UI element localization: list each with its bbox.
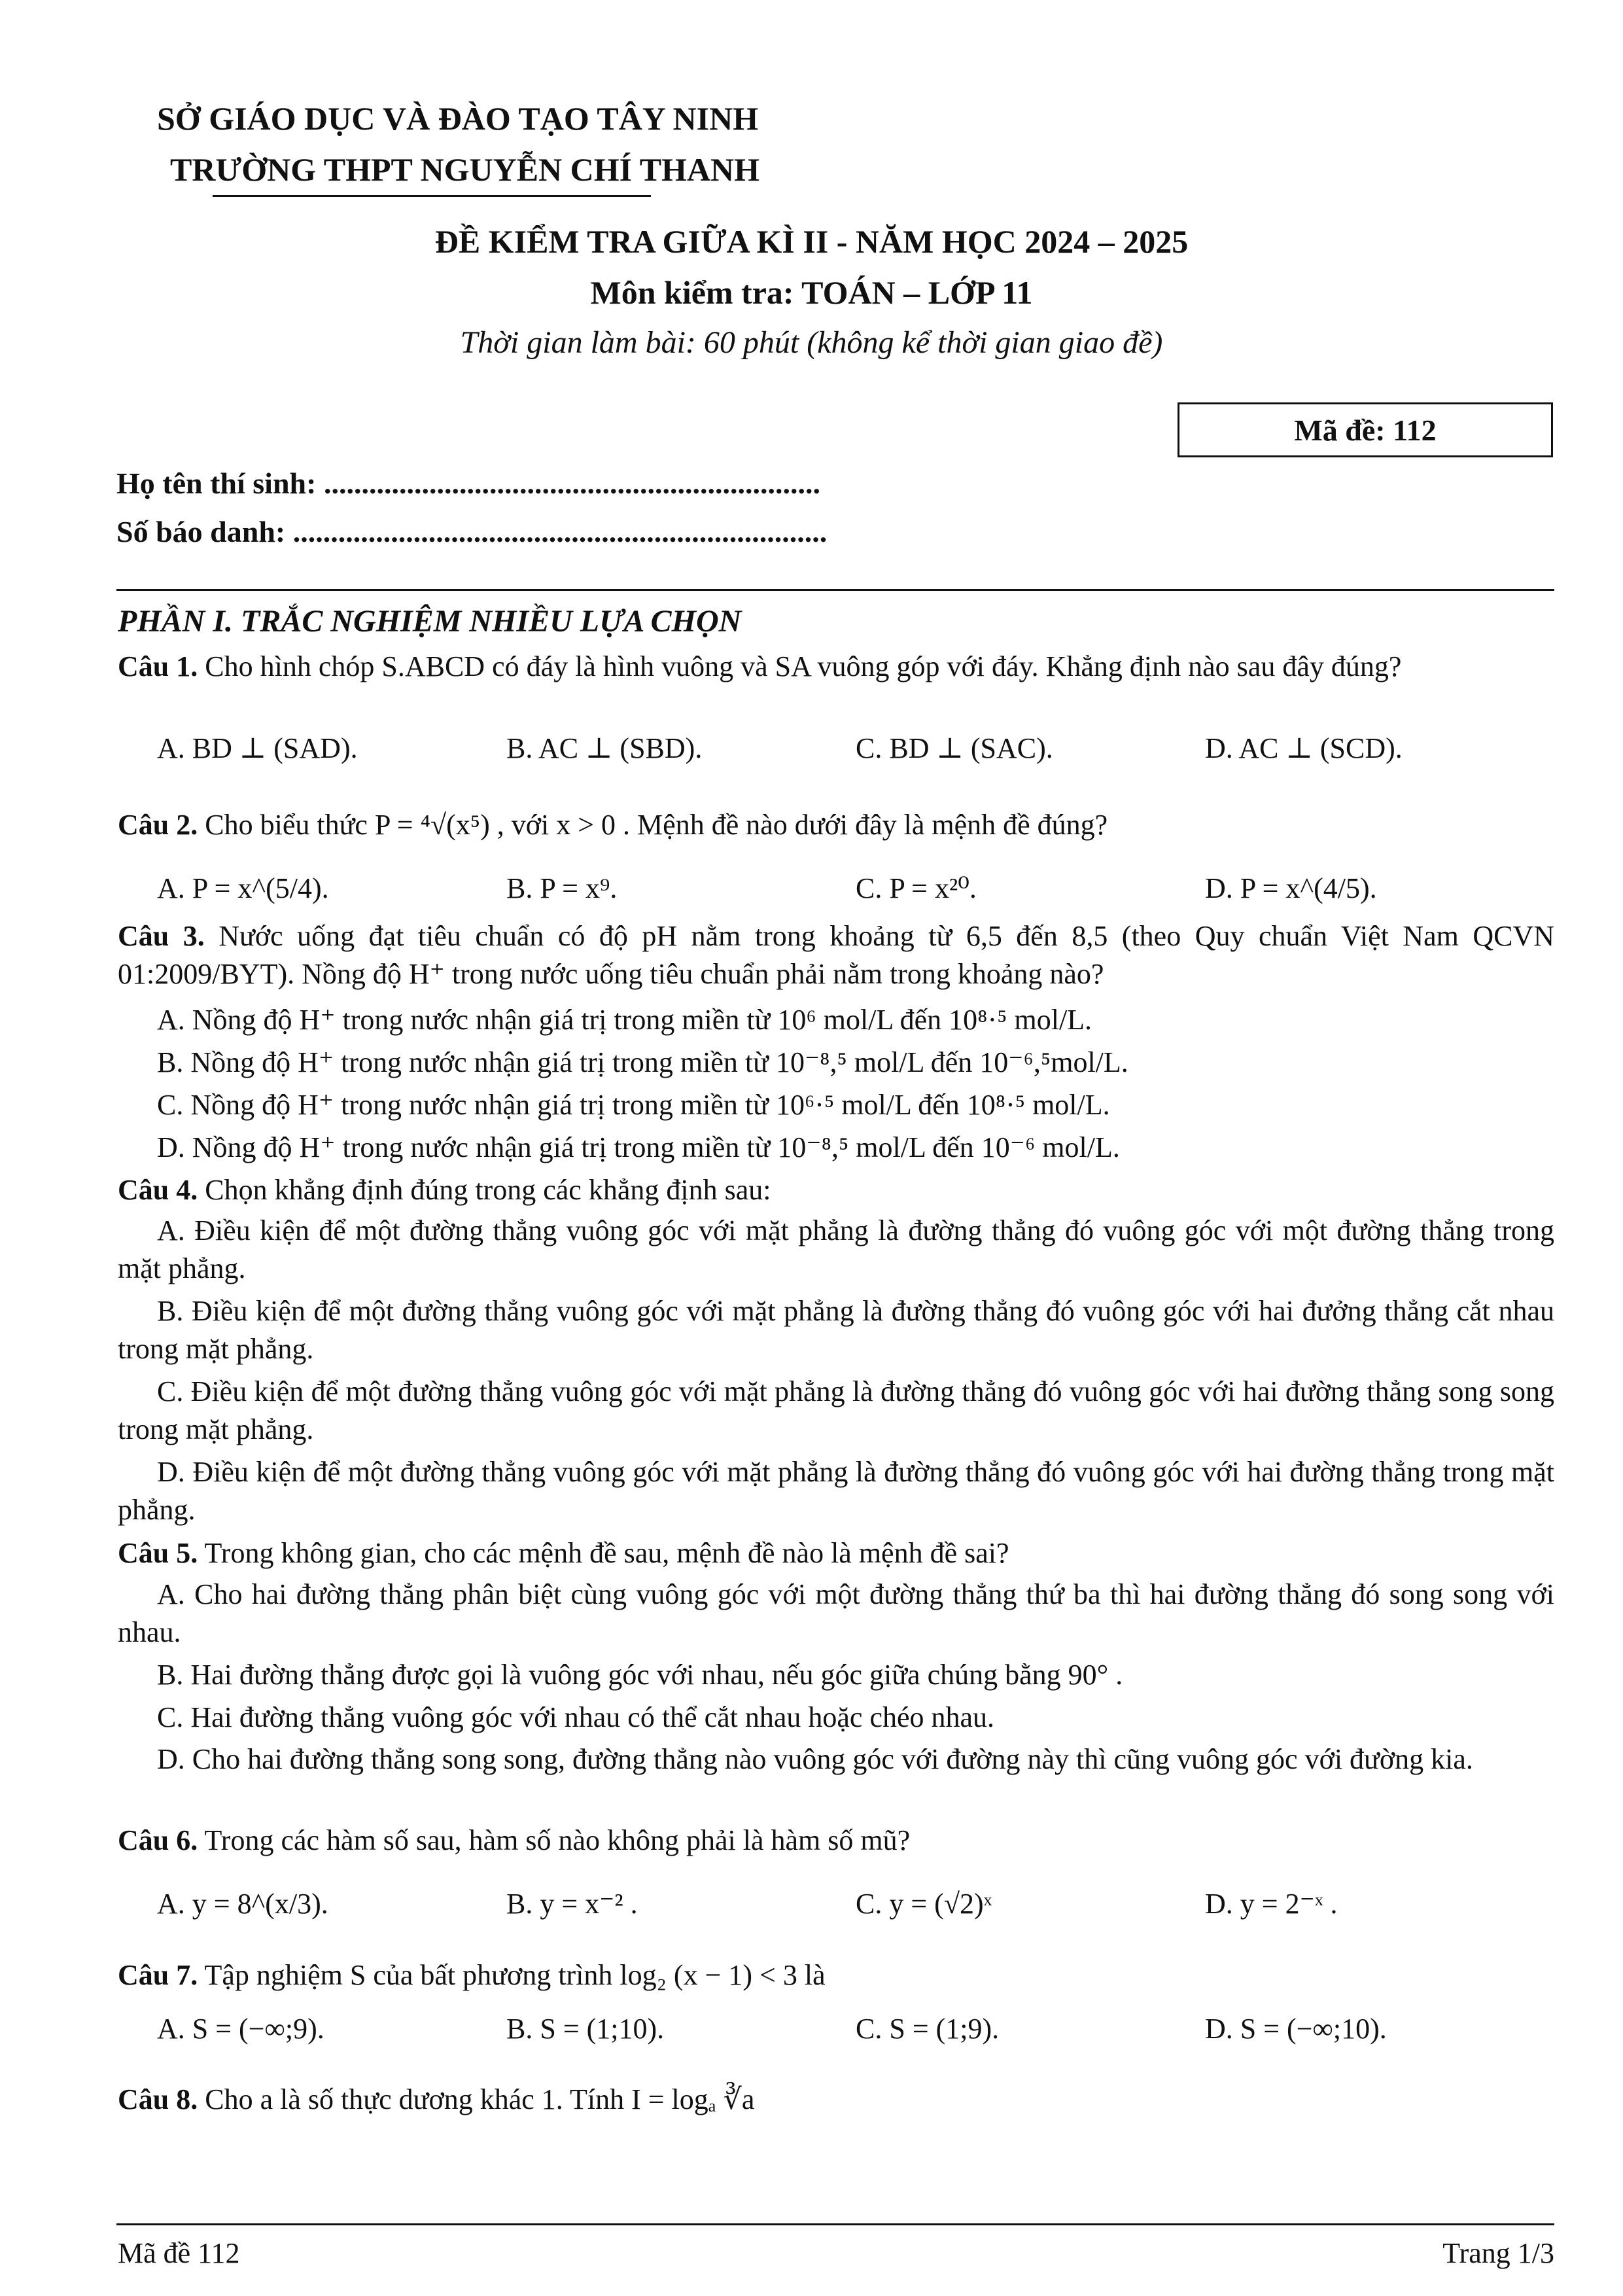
question-5 [118, 1534, 1554, 1572]
question-label: Câu 8. [118, 2083, 198, 2115]
option-b: B. y = x⁻² . [506, 1888, 638, 1920]
exam-subject: Môn kiểm tra: TOÁN – LỚP 11 [590, 274, 1033, 311]
section-title: PHẦN I. TRẮC NGHIỆM NHIỀU LỰA CHỌN [118, 604, 742, 639]
option-d: D. y = 2⁻ˣ . [1205, 1888, 1338, 1920]
option-c: C. BD ⊥ (SAC). [856, 732, 1053, 764]
option-a: A. S = (−∞;9). [157, 2013, 324, 2045]
question-4 [118, 1171, 1554, 1209]
options-row [157, 1887, 1554, 1933]
question-6 [118, 1822, 1554, 1860]
question-text: Cho hình chóp S.ABCD có đáy là hình vuông và SA vuông góp với đáy. Khẳng định nào sau đây đúng? [205, 650, 1402, 682]
question-text: Nước uống đạt tiêu chuẩn có độ pH nằm trong khoảng từ 6,5 đến 8,5 (theo Quy chuẩn Việt Nam QCVN 01:2009/BYT). Nồng độ H⁺ trong nước uống tiêu chuẩn phải nằm trong khoảng nào? [118, 920, 1555, 990]
option-d: D. AC ⊥ (SCD). [1205, 732, 1403, 764]
question-1 [118, 648, 1554, 686]
page-number: Trang 1/3 [1442, 2237, 1554, 2269]
option-d: D. Cho hai đường thẳng song song, đường thẳng nào vuông góc với đường này thì cũng vuông góc với đường kia. [157, 1743, 1473, 1775]
question-2 [118, 806, 1554, 844]
options-row [157, 732, 1554, 777]
option-c: C. P = x²⁰. [856, 872, 977, 904]
footer-exam-code: Mã đề 112 [118, 2237, 240, 2269]
question-text: Trong không gian, cho các mệnh đề sau, mệnh đề nào là mệnh đề sai? [204, 1537, 1009, 1569]
option-c: C. S = (1;9). [856, 2013, 1000, 2045]
question-label: Câu 7. [118, 1959, 198, 1991]
exam-title: ĐỀ KIỂM TRA GIỮA KÌ II - NĂM HỌC 2024 – 2025 [434, 223, 1189, 260]
option-a: A. y = 8^(x/3). [157, 1888, 328, 1920]
option-c: C. y = (√2)ˣ [856, 1888, 992, 1920]
option-a: A. Cho hai đường thẳng phân biệt cùng vuông góc với một đường thẳng thứ ba thì hai đường thẳng đó song song với nhau. [118, 1578, 1554, 1648]
question-3 [118, 917, 1554, 993]
question-7 [118, 1956, 1554, 1994]
option-d: D. Điều kiện để một đường thẳng vuông góc với mặt phẳng là đường thẳng đó vuông góc với hai đường thẳng trong mặt phẳng. [118, 1456, 1554, 1526]
header-underline [213, 195, 651, 197]
option-b: B. Điều kiện để một đường thẳng vuông góc với mặt phẳng là đường thẳng đó vuông góc với hai đưởng thẳng cắt nhau trong mặt phẳng. [118, 1295, 1554, 1365]
question-label: Câu 5. [118, 1537, 198, 1569]
option-b: B. S = (1;10). [506, 2013, 665, 2045]
option-b: B. Nồng độ H⁺ trong nước nhận giá trị trong miền từ 10⁻⁸,⁵ mol/L đến 10⁻⁶,⁵mol/L. [157, 1046, 1128, 1078]
student-id-field: Số báo danh: ....................................................................... [116, 515, 828, 548]
question-text: Cho biểu thức P = ⁴√(x⁵) , với x > 0 . Mệnh đề nào dưới đây là mệnh đề đúng? [205, 809, 1108, 841]
department-name: SỞ GIÁO DỤC VÀ ĐÀO TẠO TÂY NINH [157, 100, 759, 137]
question-label: Câu 4. [118, 1174, 198, 1206]
option-c: C. Nồng độ H⁺ trong nước nhận giá trị trong miền từ 10⁶·⁵ mol/L đến 10⁸·⁵ mol/L. [157, 1089, 1110, 1121]
exam-time: Thời gian làm bài: 60 phút (không kể thời gian giao đề) [460, 325, 1163, 360]
exam-code-box [1178, 402, 1553, 457]
exam-code: Mã đề: 112 [1294, 413, 1437, 447]
option-d: D. S = (−∞;10). [1205, 2013, 1387, 2045]
section-divider [116, 589, 1554, 591]
option-a: A. P = x^(5/4). [157, 872, 329, 904]
options-row [157, 872, 1554, 917]
question-text: Chọn khẳng định đúng trong các khẳng định sau: [205, 1174, 771, 1206]
options-row [157, 2012, 1554, 2058]
question-label: Câu 3. [118, 920, 205, 952]
question-label: Câu 2. [118, 809, 198, 841]
student-name-field: Họ tên thí sinh: .................................................................. [116, 467, 820, 500]
question-label: Câu 1. [118, 650, 198, 682]
option-b: B. Hai đường thẳng được gọi là vuông góc với nhau, nếu góc giữa chúng bằng 90° . [157, 1659, 1123, 1691]
question-text: Trong các hàm số sau, hàm số nào không phải là hàm số mũ? [204, 1824, 911, 1856]
option-d: D. Nồng độ H⁺ trong nước nhận giá trị trong miền từ 10⁻⁸,⁵ mol/L đến 10⁻⁶ mol/L. [157, 1131, 1120, 1163]
option-a: A. Nồng độ H⁺ trong nước nhận giá trị trong miền từ 10⁶ mol/L đến 10⁸·⁵ mol/L. [157, 1004, 1092, 1036]
question-8 [118, 2081, 1554, 2119]
option-c: C. Điều kiện để một đường thẳng vuông góc với mặt phẳng là đường thẳng đó vuông góc với hai đường thẳng song song trong mặt phẳng. [118, 1375, 1554, 1445]
option-c: C. Hai đường thẳng vuông góc với nhau có thể cắt nhau hoặc chéo nhau. [157, 1701, 995, 1733]
option-b: B. P = x⁹. [506, 872, 618, 904]
option-b: B. AC ⊥ (SBD). [506, 732, 703, 764]
school-name: TRƯỜNG THPT NGUYỄN CHÍ THANH [170, 151, 760, 188]
option-d: D. P = x^(4/5). [1205, 872, 1377, 904]
question-text: Cho a là số thực dương khác 1. Tính I = logₐ ∛a [205, 2083, 755, 2115]
option-a: A. Điều kiện để một đường thẳng vuông góc với mặt phẳng là đường thẳng đó vuông góc với một đường thẳng trong mặt phẳng. [118, 1214, 1554, 1284]
question-label: Câu 6. [118, 1824, 198, 1856]
footer-divider [116, 2223, 1554, 2225]
option-a: A. BD ⊥ (SAD). [157, 732, 358, 764]
question-text: Tập nghiệm S của bất phương trình log₂ (x − 1) < 3 là [204, 1959, 826, 1991]
